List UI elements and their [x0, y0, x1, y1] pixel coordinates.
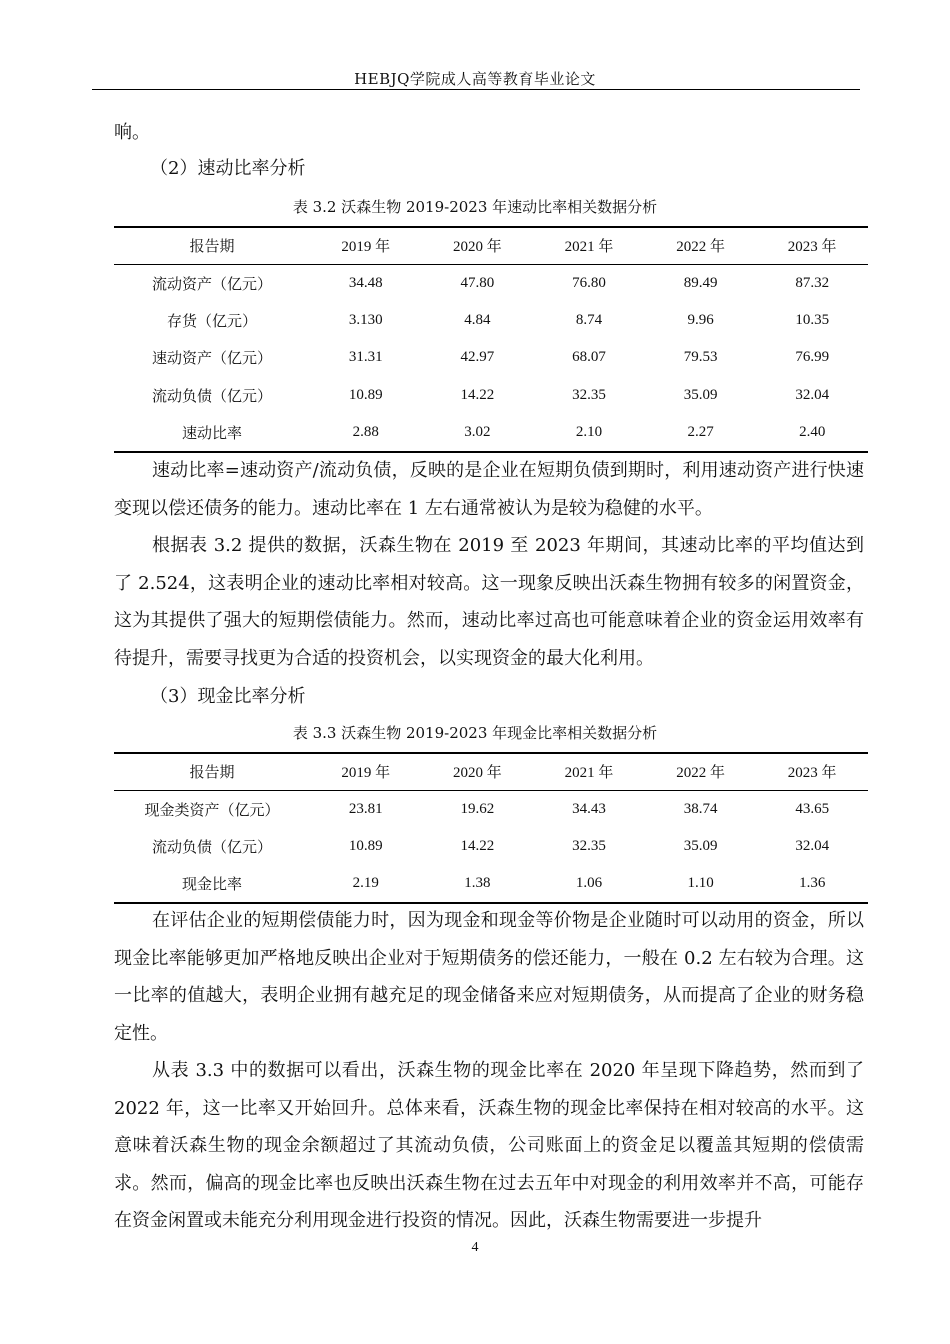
- table-cell: 76.99: [795, 349, 830, 366]
- cash-ratio-paragraph-2: 从表 3.3 中的数据可以看出，沃森生物的现金比率在 2020 年呈现下降趋势，然而到了 2022 年，这一比率又开始回升。总体来看，沃森生物的现金比率保持在相对较高的水平。这意味着沃森生物的现金余额超过了其流动负债，公司账面上的资金足以覆盖其短期的偿债需求。然而，偏高的现金比率也反映出沃森生物在过去五年中对现金的利用效率并不高，可能存在资金闲置或未能充分利用现金进行投资的情况。因此，沃森生物需要进一步提升: [114, 1060, 864, 1231]
- table-row: [114, 828, 868, 866]
- table-cell: 2.27: [687, 423, 714, 440]
- table-cell: 35.09: [683, 386, 718, 403]
- column-header: 2022 年: [676, 239, 725, 256]
- table-cell: 76.80: [572, 274, 606, 291]
- column-header: 2023 年: [787, 765, 837, 782]
- table-row: [114, 264, 868, 302]
- table-caption-3-2: 表 3.2 沃森生物 2019-2023 年速动比率相关数据分析: [292, 198, 658, 216]
- quick-ratio-paragraph-1: 速动比率=速动资产/流动负债，反映的是企业在短期负债到期时，利用速动资产进行快速变现以偿还债务的能力。速动比率在 1 左右通常被认为是较为稳健的水平。: [114, 460, 864, 519]
- table-cell: 2.10: [575, 423, 603, 440]
- table-cell: 10.89: [348, 386, 383, 403]
- row-label: 流动负债（亿元）: [151, 388, 272, 405]
- row-label: 速动比率: [181, 425, 242, 442]
- table-row: [114, 790, 868, 828]
- cash-ratio-table: [114, 752, 868, 904]
- row-label: 现金比率: [181, 876, 242, 893]
- table-cell: 31.31: [348, 349, 383, 366]
- table-cell: 23.81: [348, 800, 383, 817]
- table-cell: 8.74: [575, 311, 603, 328]
- table-cell: 19.62: [460, 800, 495, 817]
- table-row: [114, 414, 868, 452]
- table-cell: 47.80: [460, 274, 495, 291]
- table-cell: 32.04: [795, 386, 830, 403]
- table-cell: 42.97: [460, 349, 495, 366]
- table-cell: 34.43: [572, 800, 606, 817]
- table-cell: 38.74: [683, 800, 718, 817]
- table-cell: 1.38: [464, 874, 491, 891]
- column-header: 2020 年: [453, 765, 502, 782]
- column-header: 报告期: [189, 765, 235, 782]
- column-header: 2021 年: [564, 239, 614, 256]
- table-cell: 1.36: [799, 874, 826, 891]
- table-cell: 79.53: [683, 349, 718, 366]
- table-cell: 43.65: [795, 800, 830, 817]
- row-label: 速动资产（亿元）: [151, 351, 272, 368]
- row-label: 流动负债（亿元）: [151, 839, 272, 856]
- table-row: [114, 302, 868, 340]
- table-cell: 3.130: [348, 311, 383, 328]
- quick-ratio-table: [114, 226, 868, 453]
- column-header: 2019 年: [341, 765, 391, 782]
- table-cell: 9.96: [687, 311, 714, 328]
- table-cell: 89.49: [683, 274, 718, 291]
- table-cell: 34.48: [348, 274, 383, 291]
- continuation-text: 响。: [114, 122, 150, 143]
- column-header: 报告期: [189, 239, 235, 256]
- table-cell: 68.07: [572, 349, 606, 366]
- table-row: [114, 865, 868, 903]
- table-cell: 2.19: [352, 874, 379, 891]
- table-cell: 14.22: [460, 837, 495, 854]
- header-rule: [92, 89, 860, 90]
- section-heading-cash-ratio: （3）现金比率分析: [150, 686, 306, 707]
- table-cell: 3.02: [464, 423, 491, 440]
- table-cell: 10.89: [348, 837, 383, 854]
- column-header: 2023 年: [787, 239, 837, 256]
- table-caption-3-3: 表 3.3 沃森生物 2019-2023 年现金比率相关数据分析: [292, 724, 658, 742]
- table-cell: 2.40: [799, 423, 826, 440]
- table-cell: 32.35: [572, 837, 606, 854]
- column-header: 2020 年: [453, 239, 502, 256]
- section-heading-quick-ratio: （2）速动比率分析: [150, 158, 306, 179]
- table-cell: 2.88: [352, 423, 379, 440]
- table-row: [114, 339, 868, 377]
- row-label: 现金类资产（亿元）: [144, 802, 280, 819]
- table-cell: 32.35: [572, 386, 606, 403]
- cash-ratio-paragraph-1: 在评估企业的短期偿债能力时，因为现金和现金等价物是企业随时可以动用的资金，所以现金比率能够更加严格地反映出企业对于短期债务的偿还能力，一般在 0.2 左右较为合理。这一比率的值越大，表明企业拥有越充足的现金储备来应对短期债务，从而提高了企业的财务稳定性。: [114, 910, 864, 1044]
- column-header: 2019 年: [341, 239, 391, 256]
- table-cell: 35.09: [683, 837, 718, 854]
- column-header: 2021 年: [564, 765, 614, 782]
- column-header: 2022 年: [676, 765, 725, 782]
- running-header: HEBJQ学院成人高等教育毕业论文: [354, 70, 596, 88]
- table-cell: 87.32: [795, 274, 830, 291]
- table-row: [114, 377, 868, 415]
- table-cell: 4.84: [464, 311, 491, 328]
- quick-ratio-paragraph-2: 根据表 3.2 提供的数据，沃森生物在 2019 至 2023 年期间，其速动比率的平均值达到了 2.524，这表明企业的速动比率相对较高。这一现象反映出沃森生物拥有较多的闲置资金，这为其提供了强大的短期偿债能力。然而，速动比率过高也可能意味着企业的资金运用效率有待提升，需要寻找更为合适的投资机会，以实现资金的最大化利用。: [114, 535, 864, 669]
- table-cell: 1.10: [687, 874, 714, 891]
- table-cell: 10.35: [795, 311, 830, 328]
- table-cell: 1.06: [575, 874, 603, 891]
- row-label: 流动资产（亿元）: [151, 276, 272, 293]
- table-cell: 14.22: [460, 386, 495, 403]
- page-number: 4: [471, 1240, 479, 1255]
- row-label: 存货（亿元）: [166, 313, 257, 330]
- table-cell: 32.04: [795, 837, 830, 854]
